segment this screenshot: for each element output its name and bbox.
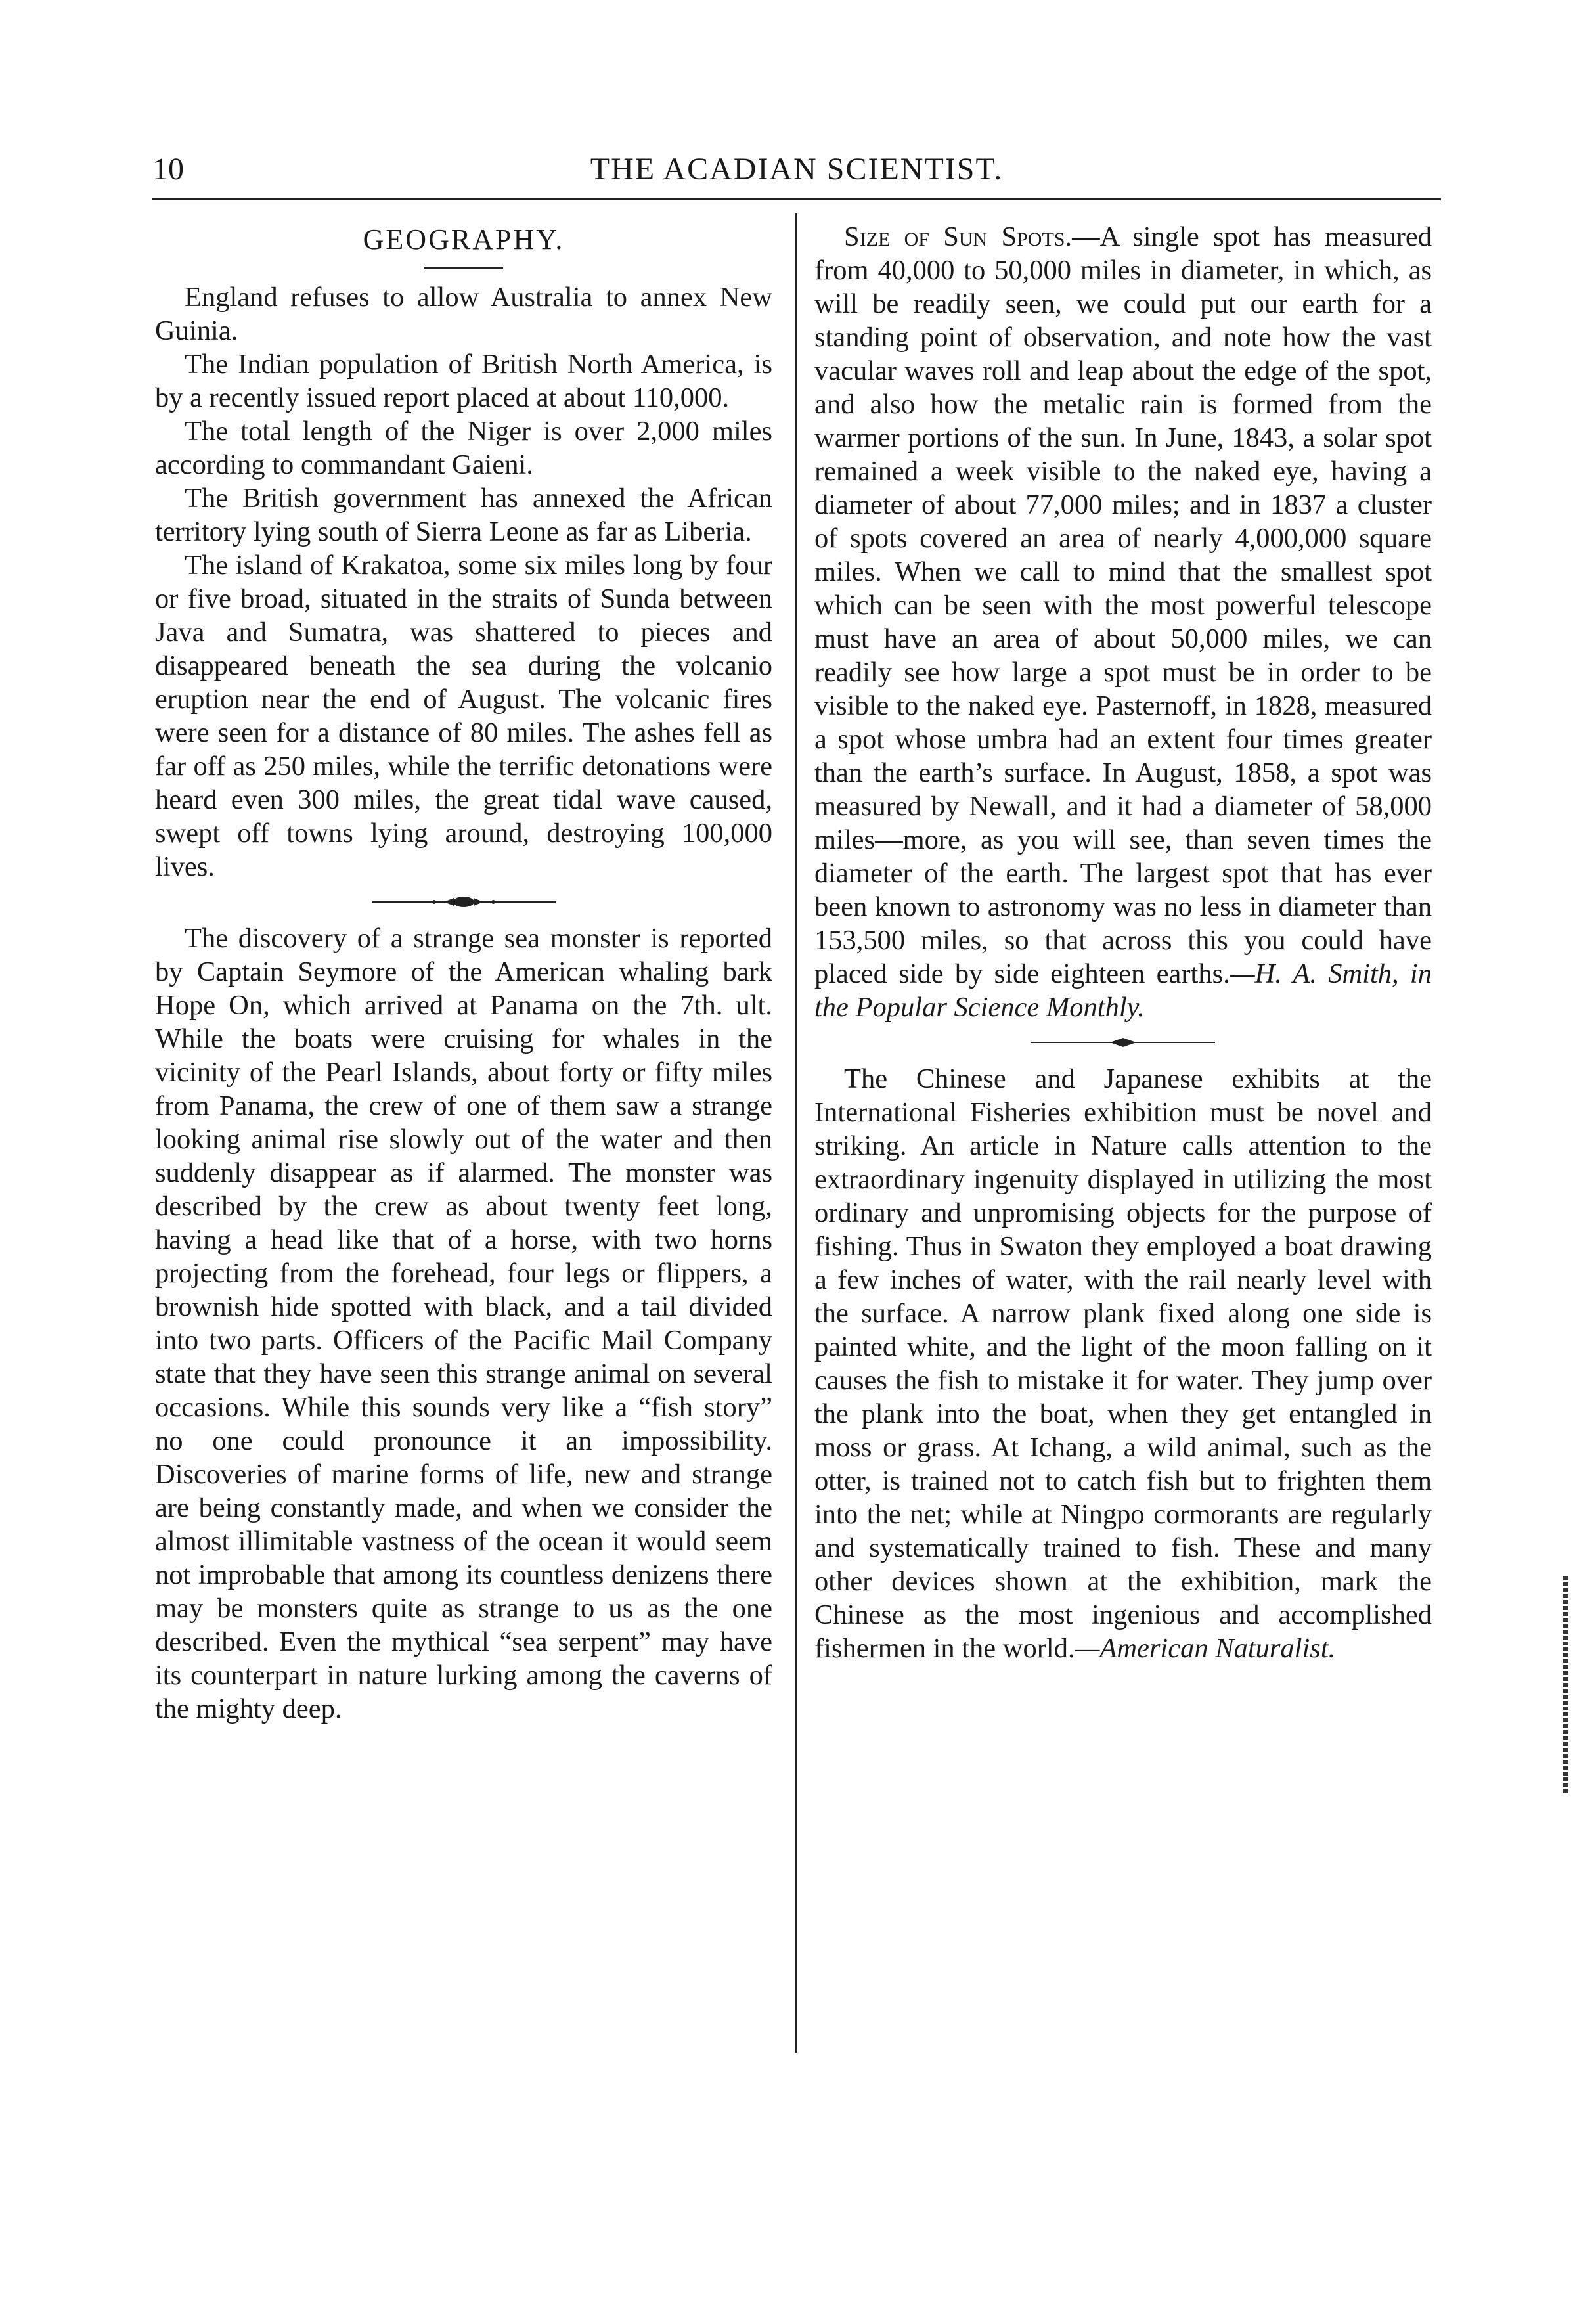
- fisheries-body: The Chinese and Japanese exhibits at the International Fisheries exhibition must be novel and striking. An article in Nature calls attention to the extraordinary ingenuity displayed in utilizing the most ordinary and unpromising objects for the purpose of fishing. Thus in Swaton they employed a boat drawing a few inches of water, with the rail nearly level with the surface. A narrow plank fixed along one side is painted white, and the light of the moon falling on it causes the fish to mistake it for water. They jump over the plank into the boat, when they get entangled in moss or grass. At Ichang, a wild animal, such as the otter, is trained not to catch fish but to frighten them into the net; while at Ningpo cormorants are regularly and systematically trained to fish. These and many other devices shown at the exhibition, mark the Chinese as the most ingenious and accomplished fishermen in the world.: [814, 1063, 1432, 1664]
- fisheries-citation: —American Naturalist.: [1075, 1633, 1336, 1664]
- heading-rule: [424, 267, 503, 269]
- sun-spots-title: Size of Sun Spots.: [844, 221, 1073, 252]
- page-header: [152, 151, 1441, 204]
- paragraph-sea-monster: The discovery of a strange sea monster is reported by Captain Seymore of the American whaling bark Hope On, which arrived at Panama on the 7th. ult. While the boats were cruising for whales in the vicinity of the Pearl Islands, about forty or fifty miles from Panama, the crew of one of them saw a strange looking animal rise slowly out of the water and then suddenly disappear as if alarmed. The monster was described by the crew as about twenty feet long, having a head like that of a horse, with two horns projecting from the forehead, four legs or flippers, a brownish hide spotted with black, and a tail divided into two parts. Officers of the Pacific Mail Company state that they have seen this strange animal on several occasions. While this sounds very like a “fish story” no one could pronounce it an impossibility. Discoveries of marine forms of life, new and strange are being constantly made, and when we consider the almost illimitable vastness of the ocean it would seem not improbable that among its countless denizens there may be monsters quite as strange to us as the one described. Even the mythical “sea serpent” may have its counterpart in nature lurking among the caverns of the mighty deep.: [155, 923, 772, 1724]
- header-rule: [152, 198, 1441, 200]
- paragraph-australia: England refuses to allow Australia to annex New Guinia.: [155, 282, 772, 346]
- sun-spots-citation: —H. A. Smith, in the Popular Science Monthly.: [814, 958, 1432, 1023]
- right-column: [814, 220, 1432, 1665]
- section-heading-geography: GEOGRAPHY.: [363, 223, 565, 256]
- running-title: THE ACADIAN SCIENTIST.: [590, 152, 1004, 187]
- paragraph-fisheries: [814, 1062, 1432, 1665]
- sun-spots-body: —A single spot has measured from 40,000 to 50,000 miles in diameter, in which, as will be readily seen, we could put our earth for a standing point of observation, and note how the vast vacular waves roll and leap about the edge of the spot, and also how the metalic rain is formed from the warmer portions of the sun. In June, 1843, a solar spot remained a week visible to the naked eye, having a diameter of about 77,000 miles; and in 1837 a cluster of spots covered an area of nearly 4,000,000 square miles. When we call to mind that the smallest spot which can be seen with the most powerful telescope must have an area of about 50,000 miles, we can readily see how large a spot must be in order to be visible to the naked eye. Pasternoff, in 1828, measured a spot whose umbra had an extent four times greater than the earth’s surface. In August, 1858, a spot was measured by Newall, and it had a diameter of 58,000 miles—more, as you will see, than seven times the diameter of the earth. The largest spot that has ever been known to astronomy was no less in diameter than 153,500 miles, so that across this you could have placed side by side eighteen earths.: [814, 221, 1432, 989]
- scan-edge-mark: [1563, 1576, 1568, 1793]
- paragraph-indian-population: The Indian population of British North America, is by a recently issued report placed at about 110,000.: [155, 349, 772, 413]
- left-column: [155, 220, 772, 1726]
- paragraph-liberia: The British government has annexed the African territory lying south of Sierra Leone as far as Liberia.: [155, 483, 772, 547]
- column-divider: [795, 213, 797, 2053]
- paragraph-sun-spots: [814, 220, 1432, 1024]
- ornament-divider-right: [1025, 1035, 1222, 1050]
- paragraph-niger: The total length of the Niger is over 2,000 miles according to commandant Gaieni.: [155, 416, 772, 480]
- paragraph-krakatoa: The island of Krakatoa, some six miles long by four or five broad, situated in the straits of Sunda between Java and Sumatra, was shattered to pieces and disappeared beneath the sea during the volcanio eruption near the end of August. The volcanic fires were seen for a distance of 80 miles. The ashes fell as far off as 250 miles, while the terrific detonations were heard even 300 miles, the great tidal wave caused, swept off towns lying around, destroying 100,000 lives.: [155, 550, 772, 882]
- ornament-divider: [365, 894, 562, 910]
- page-number: 10: [152, 152, 184, 187]
